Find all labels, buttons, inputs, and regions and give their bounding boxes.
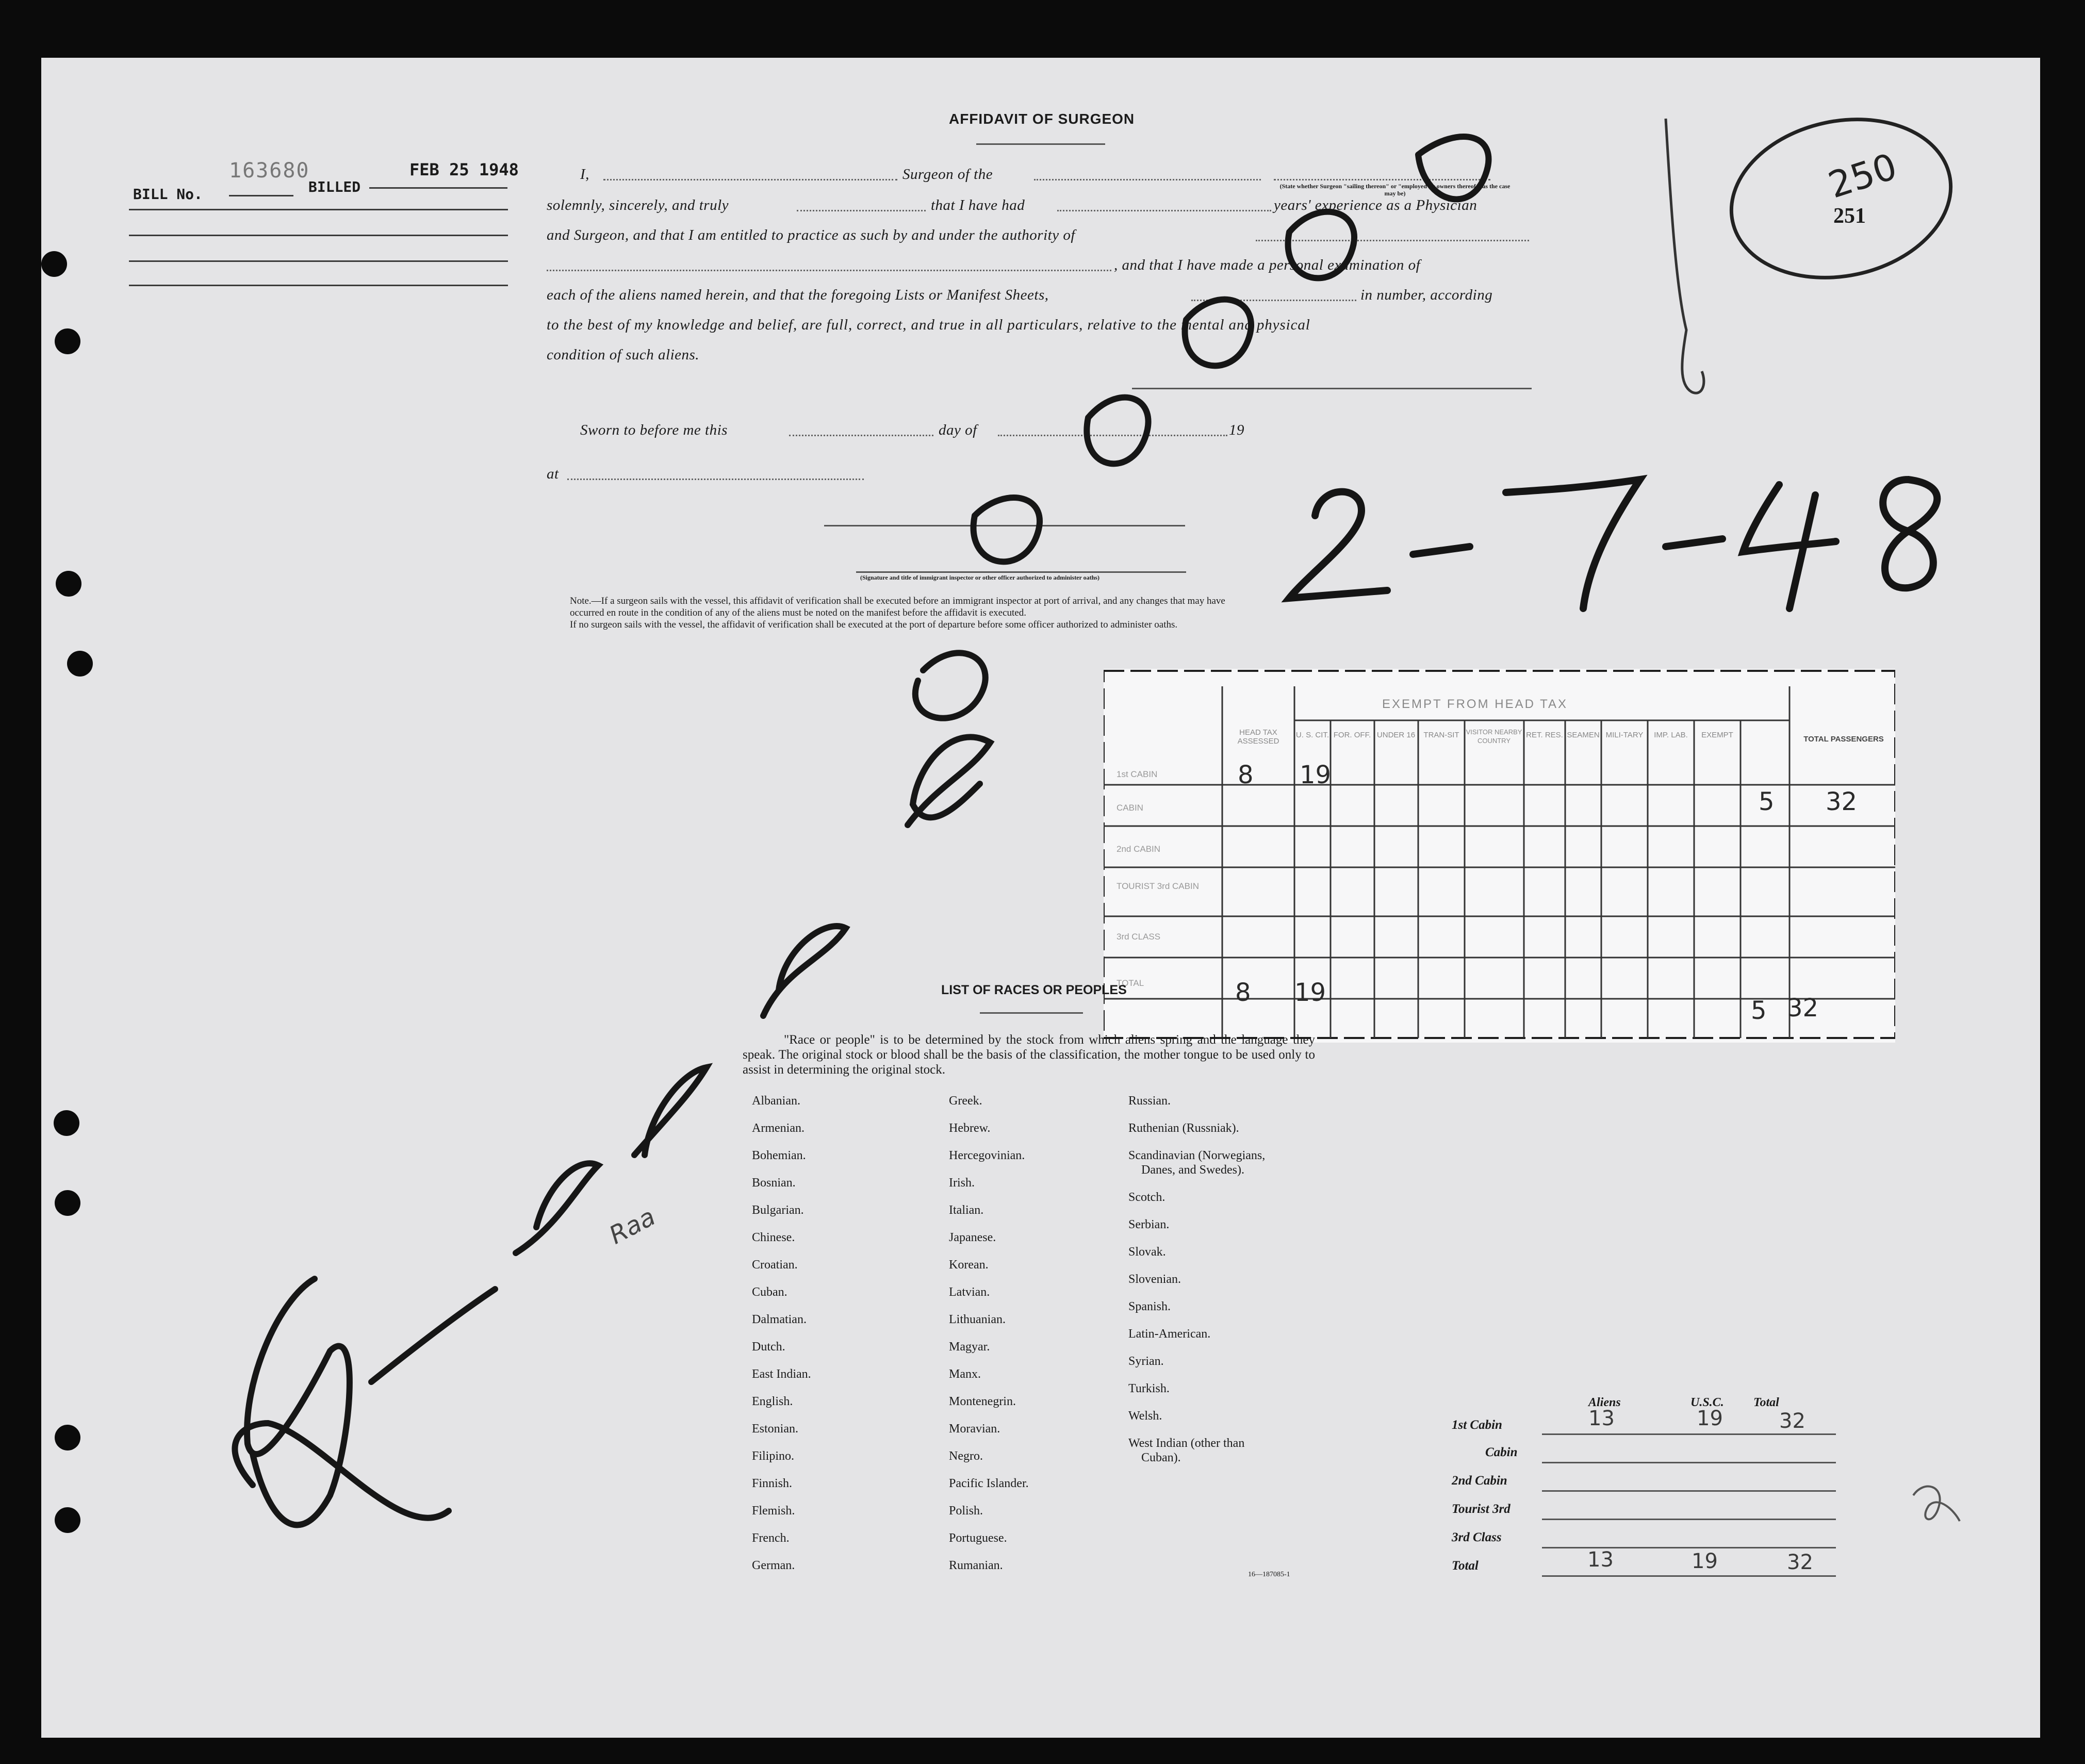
binding-hole [41,251,67,277]
row-first-cabin: 1st CABIN [1117,769,1158,779]
summary-header-total: Total [1753,1396,1779,1409]
state-note: (State whether Surgeon "sailing thereon" or "employed by owners thereof," as the case may be) [1279,183,1511,197]
race-item: Danes, and Swedes). [1141,1163,1244,1177]
binding-hole [55,1425,80,1450]
binding-hole [54,1110,79,1136]
summary-line [1542,1490,1836,1492]
summary-line [1542,1462,1836,1463]
race-item: Hercegovinian. [949,1149,1025,1162]
affidavit-line3: and Surgeon, and that I am entitled to practice as such by and under the authority of [547,227,1075,243]
affidavit-line2b: that I have had [931,197,1025,213]
race-item: German. [752,1559,795,1572]
summary-line [1542,1519,1836,1520]
col-transit: TRAN-SIT [1423,731,1459,739]
note-line2: occurred en route in the condition of any of the aliens must be noted on the manifest before the affidavit is executed. [570,607,1026,618]
race-item: Korean. [949,1258,989,1272]
col-for-off: FOR. OFF. [1333,731,1371,739]
race-item: Irish. [949,1176,975,1190]
total-head-tax: 8 [1235,978,1251,1007]
race-item: Japanese. [949,1231,996,1244]
race-item: Magyar. [949,1340,990,1354]
first-cabin-exempt: 5 [1759,787,1775,816]
authority-field-2[interactable] [547,270,1111,271]
race-item: English. [752,1395,793,1408]
summary-header-aliens: Aliens [1588,1396,1621,1409]
summary-line [1542,1575,1836,1577]
summary-line [1542,1547,1836,1548]
bill-rule [229,195,293,196]
col-imp-lab: IMP. LAB. [1654,731,1688,739]
race-item: Armenian. [752,1122,805,1135]
race-item: Lithuanian. [949,1313,1006,1326]
race-item: Welsh. [1128,1409,1162,1423]
bill-rule [129,209,508,210]
race-item: Flemish. [752,1504,795,1518]
surgeon-signature-line[interactable] [1132,388,1532,389]
race-item: Latvian. [949,1285,990,1299]
affidavit-line2c: years' experience as a Physician [1274,197,1477,213]
bill-rule [129,235,508,236]
affidavit-line6: to the best of my knowledge and belief, are full, correct, and true in all particulars, relative to the mental and physical [547,317,1310,333]
bill-rule [129,285,508,286]
row-total: TOTAL [1117,978,1144,988]
races-title-underline [980,1012,1083,1014]
sworn-month-field[interactable] [998,435,1227,436]
race-item: Ruthenian (Russniak). [1128,1122,1239,1135]
affidavit-line4: , and that I have made a personal examination of [1114,257,1421,273]
col-head-tax: HEAD TAX ASSESSED [1237,728,1279,746]
summary-first-cabin-aliens: 13 [1588,1407,1615,1430]
sworn-at: at [547,466,559,482]
race-item: Bohemian. [752,1149,806,1162]
sworn-place-field[interactable] [567,479,864,480]
inspector-title-line[interactable] [856,571,1186,573]
bill-label: BILL No. [133,186,203,203]
binding-hole [55,328,80,354]
total-passengers: 32 [1787,994,1819,1023]
row-tourist: TOURIST 3rd CABIN [1117,881,1199,891]
race-item: Manx. [949,1367,981,1381]
race-item: Montenegrin. [949,1395,1016,1408]
total-exempt: 5 [1751,996,1767,1025]
race-item: Albanian. [752,1094,800,1108]
race-item: Pacific Islander. [949,1477,1029,1490]
form-code: 16—187085-1 [1248,1571,1290,1578]
summary-total-total: 32 [1787,1551,1813,1574]
summary-row-tourist: Tourist 3rd [1452,1502,1511,1516]
race-item: Syrian. [1128,1355,1164,1368]
vessel-field[interactable] [1034,179,1261,180]
handwritten-date [1315,464,1517,536]
race-item: Greek. [949,1094,982,1108]
race-item: East Indian. [752,1367,811,1381]
race-item: Dutch. [752,1340,785,1354]
sworn-b: day of [939,422,977,438]
summary-row-third-class: 3rd Class [1452,1530,1502,1544]
race-item: Turkish. [1128,1382,1170,1395]
inspector-signature-line[interactable] [824,525,1185,526]
races-intro: "Race or people" is to be determined by the stock from which aliens spring and the language they speak. The original stock or blood shall be the basis of the classification, the mother tongue to be used only to assist in determining the original stock. [743,1033,1315,1077]
affidavit-line7: condition of such aliens. [547,347,700,363]
billed-date: FEB 25 1948 [409,160,519,179]
race-item: Dalmatian. [752,1313,807,1326]
races-column-3 [1128,1094,1265,1478]
sworn-field[interactable] [797,210,926,211]
binding-hole [55,1190,80,1216]
summary-line [1542,1433,1836,1435]
race-item: Finnish. [752,1477,793,1490]
exempt-header: EXEMPT FROM HEAD TAX [1382,697,1568,711]
summary-first-cabin-usc: 19 [1697,1407,1723,1430]
race-item: Serbian. [1128,1218,1170,1231]
bill-number: 163680 [229,159,310,183]
summary-first-cabin-total: 32 [1779,1409,1805,1433]
affidavit-title: AFFIDAVIT OF SURGEON [949,111,1135,127]
bill-rule [129,260,508,262]
total-us-cit: 19 [1294,978,1326,1007]
race-item: Russian. [1128,1094,1171,1108]
race-item: Negro. [949,1449,983,1463]
exempt-grid [1104,669,1895,1043]
row-cabin: CABIN [1117,803,1143,813]
race-item: Latin-American. [1128,1327,1211,1341]
col-ret-res: RET. RES. [1526,731,1563,739]
race-item: Cuban. [752,1285,787,1299]
race-item: Polish. [949,1504,983,1518]
race-item: Bulgarian. [752,1204,804,1217]
races-title: LIST OF RACES OR PEOPLES [941,983,1127,997]
bill-rule [369,187,507,189]
years-field[interactable] [1057,210,1271,211]
row-third-class: 3rd CLASS [1117,932,1161,942]
race-item: Chinese. [752,1231,795,1244]
summary-total-usc: 19 [1692,1549,1718,1573]
row-second-cabin: 2nd CABIN [1117,844,1161,854]
summary-header-usc: U.S.C. [1690,1396,1724,1409]
race-item: Hebrew. [949,1122,991,1135]
affidavit-line1-surgeon: Surgeon of the [902,166,993,183]
binding-hole [67,651,93,677]
first-cabin-total: 32 [1826,787,1858,816]
handwritten-initials: Raa [604,1202,660,1250]
race-item: Slovak. [1128,1245,1166,1259]
first-cabin-us-cit: 19 [1300,761,1332,789]
affidavit-line1-i: I, [580,166,589,183]
affidavit-line5a: each of the aliens named herein, and that the foregoing Lists or Manifest Sheets, [547,287,1049,303]
summary-row-first-cabin: 1st Cabin [1452,1418,1502,1432]
race-item: Estonian. [752,1422,798,1436]
title-underline [976,143,1105,145]
race-item: Scandinavian (Norwegians, [1128,1149,1266,1162]
surgeon-status-field[interactable] [1274,179,1490,180]
sworn-a: Sworn to before me this [580,422,728,438]
race-item: Croatian. [752,1258,798,1272]
exempt-table [1104,669,1895,1043]
race-item: Portuguese. [949,1531,1007,1545]
race-item: Spanish. [1128,1300,1171,1313]
note-line1: Note.—If a surgeon sails with the vessel, this affidavit of verification shall be executed before an immigrant inspector at port of arrival, and any changes that may have [570,596,1225,606]
col-exempt: EXEMPT [1701,731,1733,739]
col-visitor: VISITOR NEARBY COUNTRY [1466,728,1522,745]
race-item: Bosnian. [752,1176,796,1190]
col-military: MILI-TARY [1605,731,1644,739]
sworn-day-field[interactable] [789,435,933,436]
sheets-count-field[interactable] [1191,300,1356,301]
race-item: Slovenian. [1128,1273,1181,1286]
race-item: French. [752,1531,790,1545]
summary-row-cabin: Cabin [1485,1445,1518,1459]
race-item: Filipino. [752,1449,795,1463]
surgeon-name-field[interactable] [603,179,897,180]
races-column-1 [752,1094,811,1586]
binding-hole [56,571,81,597]
signature-caption: (Signature and title of immigrant inspector or other officer authorized to administer oaths) [860,574,1099,581]
race-item: Moravian. [949,1422,1000,1436]
page-circled-number: 250 [1823,145,1902,207]
races-column-2 [949,1094,1029,1586]
note-line3: If no surgeon sails with the vessel, the affidavit of verification shall be executed at the port of departure before some officer authorized to administer oaths. [570,619,1178,630]
sworn-c: 19 [1229,422,1244,438]
col-total-passengers: TOTAL PASSENGERS [1803,735,1884,744]
race-item: Cuban). [1141,1451,1181,1464]
race-item: Rumanian. [949,1559,1003,1572]
affidavit-line2a: solemnly, sincerely, and truly [547,197,729,213]
page-number: 251 [1833,204,1866,228]
summary-row-total: Total [1452,1559,1479,1573]
race-item: Italian. [949,1204,984,1217]
binding-hole [55,1507,80,1533]
billed-label: BILLED [308,178,361,195]
race-item: West Indian (other than [1128,1437,1245,1450]
race-item: Scotch. [1128,1191,1165,1204]
authority-field[interactable] [1256,240,1529,241]
col-seamen: SEAMEN [1567,731,1600,739]
col-us-cit: U. S. CIT. [1295,731,1329,739]
first-cabin-head-tax: 8 [1238,761,1254,789]
summary-row-second-cabin: 2nd Cabin [1452,1474,1507,1488]
col-under-16: UNDER 16 [1376,731,1416,739]
affidavit-line5b: in number, according [1360,287,1493,303]
summary-total-aliens: 13 [1587,1548,1614,1572]
